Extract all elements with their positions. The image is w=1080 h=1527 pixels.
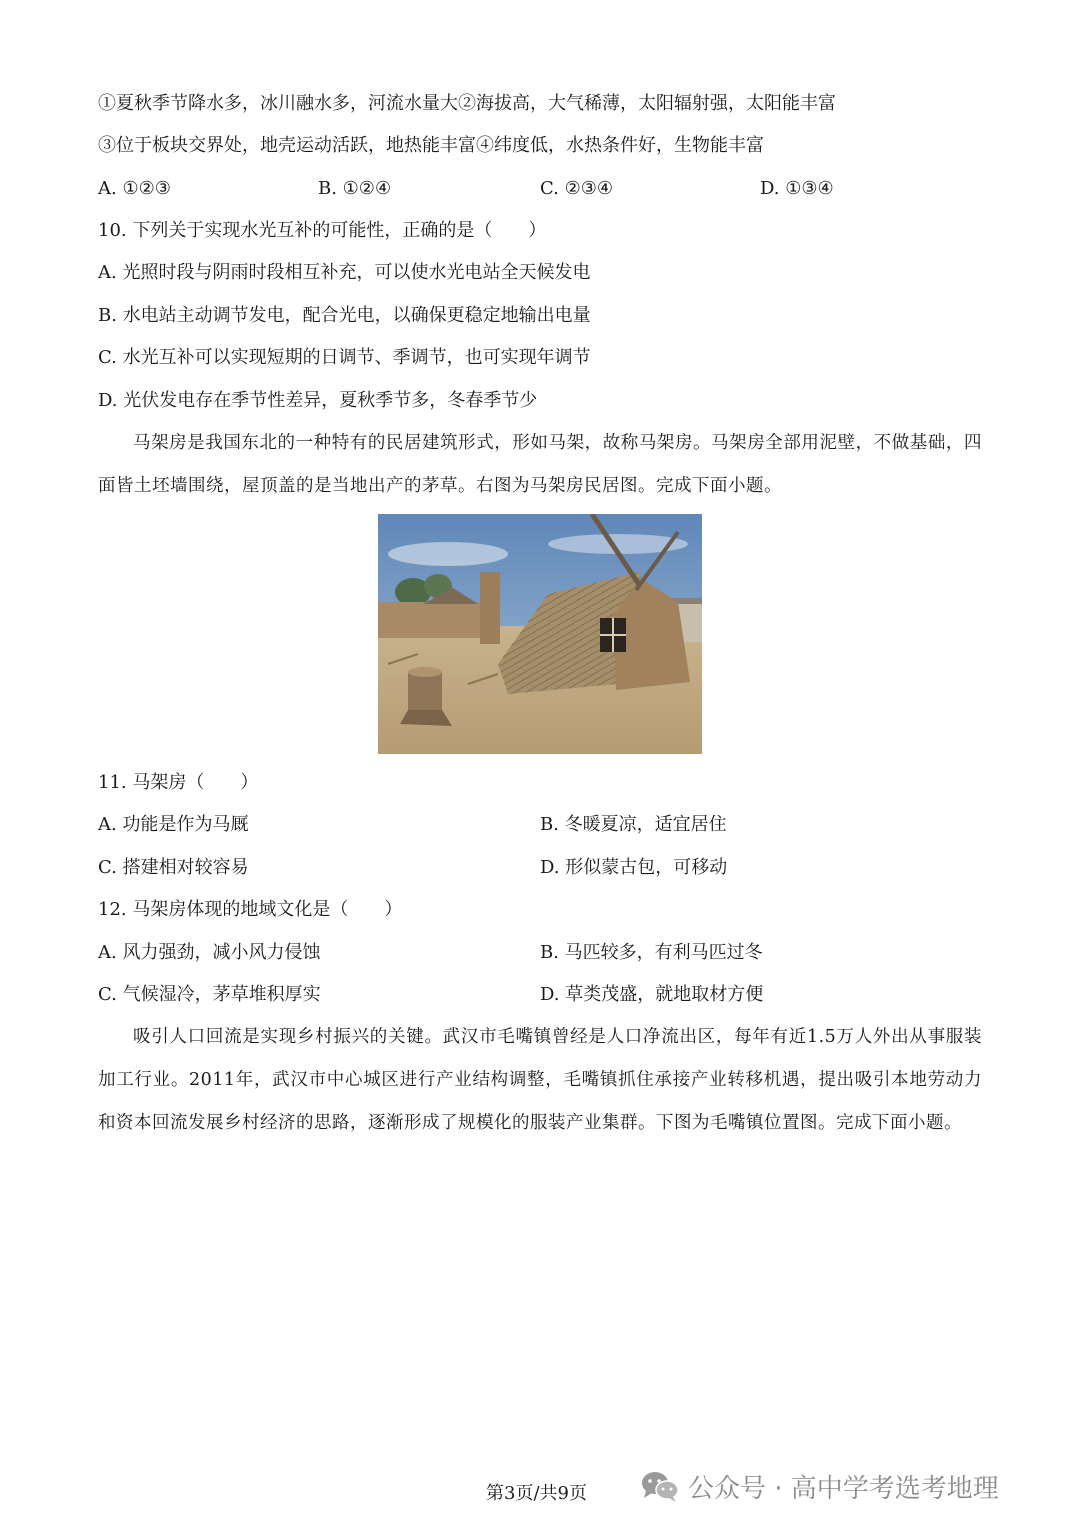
q11-option-d: D. 形似蒙古包，可移动 [540, 857, 728, 878]
q12-option-c: C. 气候湿冷，茅草堆积厚实 [98, 984, 321, 1005]
q9-option-c: C. ②③④ [540, 178, 613, 199]
q9-option-b: B. ①②④ [318, 178, 392, 199]
q11-stem: 11. 马架房（ ） [98, 772, 259, 793]
q9-statement-1: ①夏秋季节降水多，冰川融水多，河流水量大②海拔高，大气稀薄，太阳辐射强，太阳能丰富 [98, 93, 836, 114]
majiafang-photo [378, 514, 702, 754]
wechat-icon [640, 1469, 680, 1503]
q10-option-d: D. 光伏发电存在季节性差异，夏秋季节多，冬春季节少 [98, 390, 538, 411]
q12-stem: 12. 马架房体现的地域文化是（ ） [98, 899, 403, 920]
q9-statement-2: ③位于板块交界处，地壳运动活跃，地热能丰富④纬度低，水热条件好，生物能丰富 [98, 135, 764, 156]
q9-option-a: A. ①②③ [98, 178, 171, 199]
q9-option-d: D. ①③④ [760, 178, 834, 199]
q10-option-b: B. 水电站主动调节发电，配合光电，以确保更稳定地输出电量 [98, 305, 591, 326]
q11-option-b: B. 冬暖夏凉，适宜居住 [540, 814, 727, 835]
q12-option-b: B. 马匹较多，有利马匹过冬 [540, 942, 763, 963]
passage-maozui: 吸引人口回流是实现乡村振兴的关键。武汉市毛嘴镇曾经是人口净流出区，每年有近1.5万人外出从事服装加工行业。2011年，武汉市中心城区进行产业结构调整，毛嘴镇抓住承接产业转移机遇，提出吸引本地劳动力和资本回流发展乡村经济的思路，逐渐形成了规模化的服装产业集群。下图为毛嘴镇位置图。完成下面小题。 [98, 1027, 982, 1133]
q10-option-c: C. 水光互补可以实现短期的日调节、季调节，也可实现年调节 [98, 347, 591, 368]
watermark-text: 公众号 · 高中学考选考地理 [688, 1473, 999, 1504]
passage-majiafang: 马架房是我国东北的一种特有的民居建筑形式，形如马架，故称马架房。马架房全部用泥壁，不做基础，四面皆土坯墙围绕，屋顶盖的是当地出产的茅草。右图为马架房民居图。完成下面小题。 [98, 433, 982, 496]
q10-stem: 10. 下列关于实现水光互补的可能性，正确的是（ ） [98, 220, 547, 241]
watermark [640, 1466, 999, 1506]
q10-option-a: A. 光照时段与阴雨时段相互补充，可以使水光电站全天候发电 [98, 262, 591, 283]
q11-option-a: A. 功能是作为马厩 [98, 814, 249, 835]
q12-option-a: A. 风力强劲，减小风力侵蚀 [98, 942, 321, 963]
q12-option-d: D. 草类茂盛，就地取材方便 [540, 984, 764, 1005]
page-number: 第3页/共9页 [486, 1483, 587, 1504]
q11-option-c: C. 搭建相对较容易 [98, 857, 249, 878]
